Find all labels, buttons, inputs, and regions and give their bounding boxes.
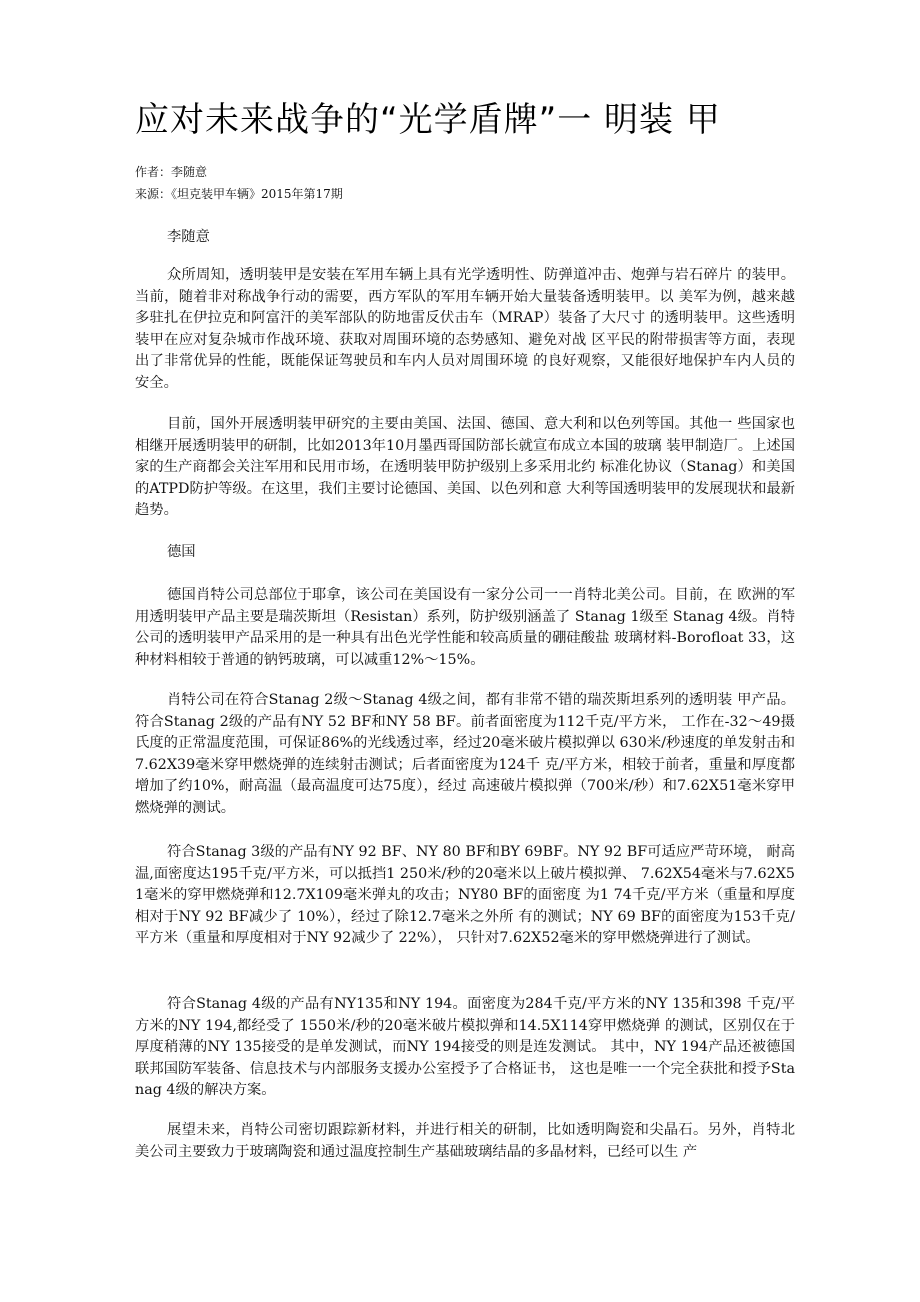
paragraph-intro: 众所周知，透明装甲是安装在军用车辆上具有光学透明性、防弹道冲击、炮弹与岩石碎片 的装甲。当前，随着非对称战争行动的需要，西方军队的军用车辆开始大量装备透明装甲。以 美军为例，越来越多驻扎在伊拉克和阿富汗的美军部队的防地雷反伏击车（MRAP）装备了大尺寸 的透明装甲。这些透明装甲在应对复杂城市作战环境、获取对周围环境的态势感知、避免对战 区平民的附带损害等方面，表现出了非常优异的性能，既能保证驾驶员和车内人员对周围环境 的良好观察，又能很好地保护车内人员的安全。 (135, 267, 795, 391)
source-line: 来源：《坦克装甲车辆》2015年第17期 (135, 187, 343, 201)
paragraph-stanag-2: 肖特公司在符合Stanag 2级～Stanag 4级之间，都有非常不错的瑞茨斯坦系列的透明装 甲产品。符合Stanag 2级的产品有NY 52 BF和NY 58 BF。前者面密度为112千克/平方米， 工作在-32～49摄氏度的正常温度范围，可保证86%的光线透过率，经过20毫米破片模拟弹以 630米/秒速度的单发射击和7.62X39毫米穿甲燃烧弹的连续射击测试；后者面密度为124千 克/平方米，相较于前者，重量和厚度都增加了约10%，耐高温（最高温度可达75度），经过 高速破片模拟弹（700米/秒）和7.62X51毫米穿甲燃烧弹的测试。 (135, 692, 795, 816)
paragraph-overview: 目前，国外开展透明装甲研究的主要由美国、法国、德国、意大利和以色列等国。其他一 些国家也相继开展透明装甲的研制，比如2013年10月墨西哥国防部长就宣布成立本国的玻璃 装甲制造厂。上述国家的生产商都会关注军用和民用市场，在透明装甲防护级别上多采用北约 标准化协议（Stanag）和美国的ATPD防护等级。在这里，我们主要讨论德国、美国、以色列和意 大利等国透明装甲的发展现状和最新趋势。 (135, 416, 795, 518)
article-title: 应对未来战争的“光学盾牌”一 明装 甲 (135, 100, 721, 140)
paragraph-schott-company: 德国肖特公司总部位于耶拿，该公司在美国设有一家分公司一一肖特北美公司。目前，在 欧洲的军用透明装甲产品主要是瑞茨斯坦（Resistan）系列，防护级别涵盖了 Stanag 1级至 Stanag 4级。肖特公司的透明装甲产品采用的是一种具有出色光学性能和较高质量的硼硅酸盐 玻璃材料-Borofloat 33，这种材料相较于普通的钠钙玻璃，可以减重12%～15%。 (135, 587, 795, 668)
byline: 李随意 (167, 229, 210, 245)
paragraph-stanag-3: 符合Stanag 3级的产品有NY 92 BF、NY 80 BF和BY 69BF。NY 92 BF可适应严苛环境， 耐高温,面密度达195千克/平方米，可以抵挡1 250米/秒的20毫米以上破片模拟弹、 7.62X54毫米与7.62X51毫米的穿甲燃烧弹和12.7X109毫米弹丸的攻击；NY80 BF的面密度 为1 74千克/平方米（重量和厚度相对于NY 92 BF减少了 10%），经过了除12.7毫米之外所 有的测试；NY 69 BF的面密度为153千克/平方米（重量和厚度相对于NY 92减少了 22%）， 只针对7.62X52毫米的穿甲燃烧弹进行了测试。 (135, 844, 795, 946)
paragraph-stanag-4: 符合Stanag 4级的产品有NY135和NY 194。面密度为284千克/平方米的NY 135和398 千克/平方米的NY 194,都经受了 1550米/秒的20毫米破片模拟弹和14.5X114穿甲燃烧弹 的测试，区别仅在于厚度稍薄的NY 135接受的是单发测试，而NY 194接受的则是连发测试。 其中，NY 194产品还被德国联邦国防军装备、信息技术与内部服务支援办公室授予了合格证书， 这也是唯一一个完全获批和授予Stanag 4级的解决方案。 (135, 996, 795, 1098)
section-heading-germany: 德国 (167, 544, 196, 560)
paragraph-outlook: 展望未来，肖特公司密切跟踪新材料，并进行相关的研制，比如透明陶瓷和尖晶石。另外，肖特北美公司主要致力于玻璃陶瓷和通过温度控制生产基础玻璃结晶的多晶材料，已经可以生 产 (135, 1122, 795, 1160)
author-line: 作者：李随意 (135, 165, 208, 179)
